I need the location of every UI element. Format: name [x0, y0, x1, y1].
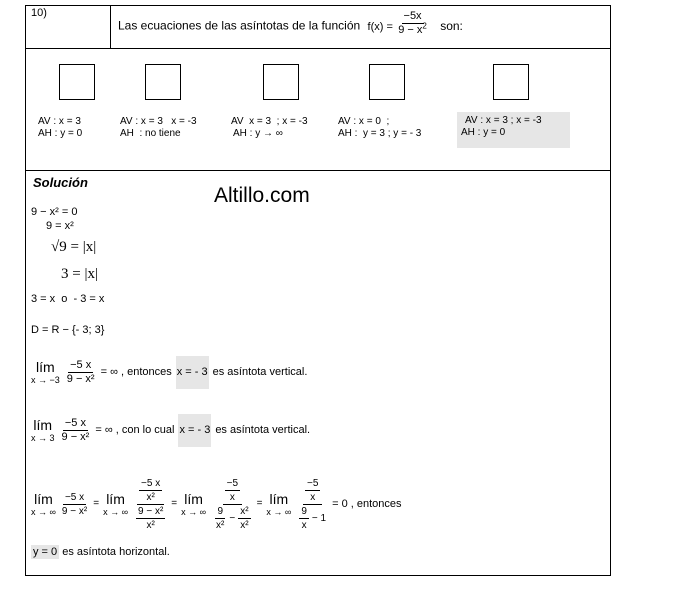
options-divider [25, 170, 611, 171]
step-5: 3 = x o - 3 = x [31, 293, 105, 305]
step-4: 3 = |x| [61, 266, 98, 282]
limit-2-fraction: $\frac{-5 x}{\text{9 − x²}}$ [61, 417, 90, 443]
step-1: 9 − x² = 0 [31, 206, 78, 218]
option-2-text: AV : x = 3 x = -3 AH : no tiene [120, 116, 197, 139]
header-divider [25, 48, 611, 49]
option-5-checkbox[interactable] [493, 64, 529, 100]
step-3: √9 = |x| [51, 239, 97, 255]
option-5-text-correct: AV : x = 3 ; x = -3 AH : y = 0 [457, 112, 570, 148]
limit-2: lím x → 3 $\frac{-5 x}{\text{9 − x²}}$ = ∞ , con lo cual x = - 3 es asíntota vertical. [31, 414, 310, 447]
solution-heading: Solución [33, 175, 88, 190]
limit-2-highlight: x = - 3 [178, 414, 211, 447]
number-divider [110, 5, 111, 49]
limit-3-operator-1: lím x → ∞ [31, 490, 56, 517]
question-number: 10) [31, 7, 47, 19]
limit-3-fraction-1: $\frac{-5 x}{\text{9 − x²}}$ [61, 491, 88, 517]
final-conclusion: y = 0 es asíntota horizontal. [33, 546, 170, 558]
limit-3-chain: lím x → ∞ $\frac{-5 x}{\text{9 − x²}}$ = lím x → ∞ $\frac{\frac{-5 x}{\text{x²}}}{\frac{\text{9 − x²}}{\text{x²}}}$ = lím x → ∞ $\frac{-5}{x}$ $\frac{9}{\text{x²}}$ − $\frac{\text{x²}}{\text{x²}}$ = lím x → ∞ $\frac{-5}{x}$ $\frac{9}{x}$ − 1 = 0 , entonces [31, 477, 402, 531]
limit-2-operator: lím x → 3 [31, 417, 55, 443]
option-3-text: AV x = 3 ; x = -3 AH : y → ∞ [231, 116, 308, 139]
limit-3-operator-3: lím x → ∞ [181, 490, 207, 517]
top-border [25, 5, 611, 6]
question-text: Las ecuaciones de las asíntotas de la función f(x) = $\frac{-5x}{9 - x^2}$ son: [118, 10, 463, 36]
final-highlight: y = 0 [33, 546, 58, 558]
limit-1: lím x → −3 $\frac{-5 x}{\text{9 − x²}}$ = ∞ , entonces x = - 3 es asíntota vertical. [31, 356, 307, 389]
limit-3-fraction-4: $\frac{-5}{x}$ $\frac{9}{x}$ − 1 [301, 477, 327, 531]
function-fraction: $\frac{-5x}{9 - x^2}$ [398, 10, 427, 36]
function-label: f(x) = [367, 20, 393, 33]
option-4-text: AV : x = 0 ; AH : y = 3 ; y = - 3 [338, 116, 422, 139]
limit-3-fraction-2: $\frac{\frac{-5 x}{\text{x²}}}{\frac{\text{9 − x²}}{\text{x²}}}$ [137, 477, 164, 531]
option-3-checkbox[interactable] [263, 64, 299, 100]
limit-1-highlight: x = - 3 [176, 356, 209, 389]
limit-1-fraction: $\frac{-5 x}{\text{9 − x²}}$ [66, 359, 95, 385]
limit-1-operator: lím x → −3 [31, 359, 60, 385]
watermark: Altillo.com [214, 184, 310, 207]
limit-3-operator-4: lím x → ∞ [266, 490, 292, 517]
option-2-checkbox[interactable] [145, 64, 181, 100]
limit-3-operator-2: lím x → ∞ [103, 490, 128, 517]
step-2: 9 = x² [46, 220, 74, 232]
limit-3-fraction-3: $\frac{-5}{x}$ $\frac{9}{\text{x²}}$ − $\frac{\text{x²}}{\text{x²}}$ [216, 477, 249, 531]
domain: D = R − {- 3; 3} [31, 324, 105, 336]
option-4-checkbox[interactable] [369, 64, 405, 100]
option-1-text: AV : x = 3 AH : y = 0 [38, 116, 83, 139]
option-1-checkbox[interactable] [59, 64, 95, 100]
